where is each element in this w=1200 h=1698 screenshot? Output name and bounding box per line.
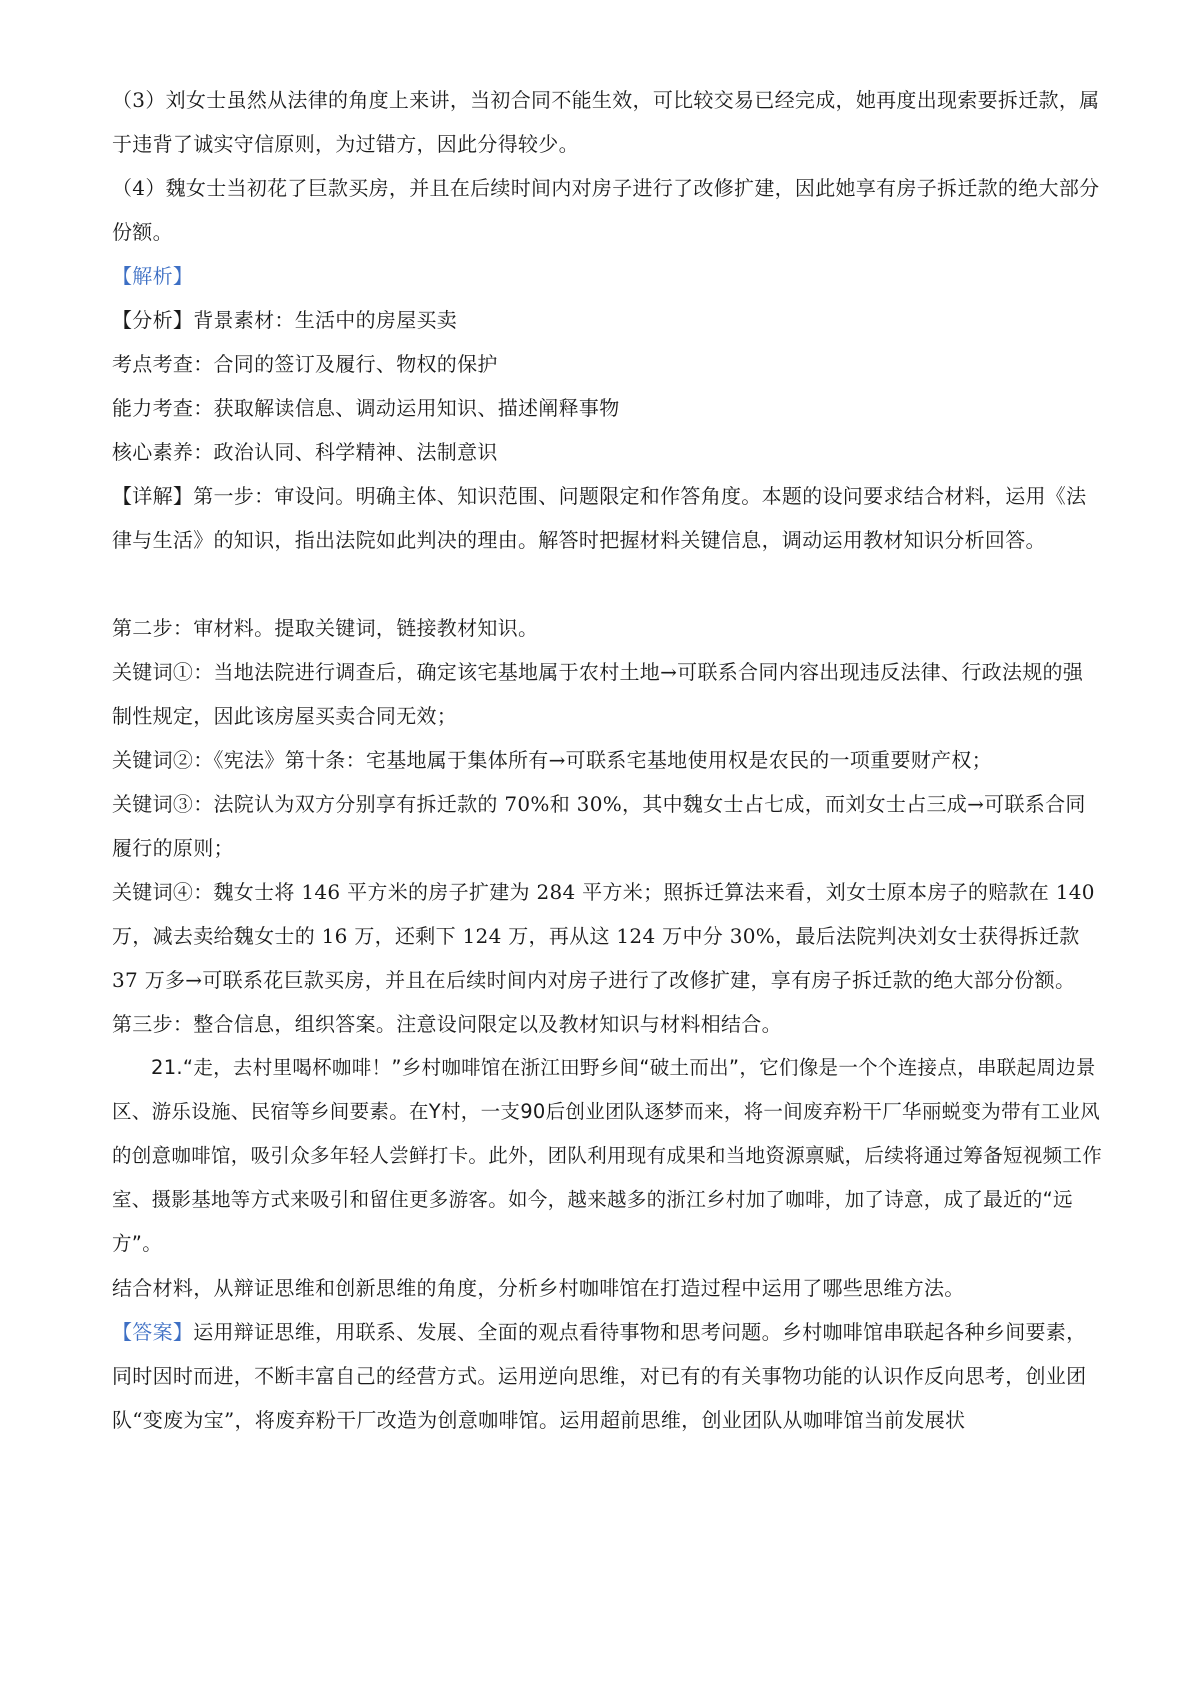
answer-paragraph xyxy=(112,1310,1102,1442)
answer-text: 运用辩证思维，用联系、发展、全面的观点看待事物和思考问题。乡村咖啡馆串联起各种乡间要素，同时因时而进，不断丰富自己的经营方式。运用逆向思维，对已有的有关事物功能的认识作反向思考，创业团队“变废为宝”，将废弃粉干厂改造为创意咖啡馆。运用超前思维，创业团队从咖啡馆当前发展状 xyxy=(112,1320,1087,1432)
detailed-step-3: 第三步：整合信息，组织答案。注意设问限定以及教材知识与材料相结合。 xyxy=(112,1012,782,1036)
keyword-4: 关键词④：魏女士将 146 平方米的房子扩建为 284 平方米；照拆迁算法来看，刘女士原本房子的赔款在 140 万，减去卖给魏女士的 16 万，还剩下 124 万，再从这 124 万中分 30%，最后法院判决刘女士获得拆迁款 37 万多→可联系花巨款买房，并且在后续时间内对房子进行了改修扩建，享有房子拆迁款的绝大部分份额。 xyxy=(112,880,1095,992)
answer-point-4: （4）魏女士当初花了巨款买房，并且在后续时间内对房子进行了改修扩建，因此她享有房子拆迁款的绝大部分份额。 xyxy=(112,176,1100,244)
keyword-2: 关键词②：《宪法》第十条：宅基地属于集体所有→可联系宅基地使用权是农民的一项重要财产权； xyxy=(112,748,992,772)
analysis-background: 【分析】背景素材：生活中的房屋买卖 xyxy=(112,308,458,332)
answer-point-3: （3）刘女士虽然从法律的角度上来讲，当初合同不能生效，可比较交易已经完成，她再度出现索要拆迁款，属于违背了诚实守信原则，为过错方，因此分得较少。 xyxy=(112,88,1100,156)
core-literacy: 核心素养：政治认同、科学精神、法制意识 xyxy=(112,440,498,464)
exam-points: 考点考查：合同的签订及履行、物权的保护 xyxy=(112,352,498,376)
analysis-label: 【解析】 xyxy=(112,264,194,288)
detailed-step-2: 第二步：审材料。提取关键词，链接教材知识。 xyxy=(112,616,539,640)
question-21-material: 21.“走，去村里喝杯咖啡！”乡村咖啡馆在浙江田野乡间“破土而出”，它们像是一个个连接点，串联起周边景区、游乐设施、民宿等乡间要素。在Y村，一支90后创业团队逐梦而来，将一间废弃粉干厂华丽蜕变为带有工业风的创意咖啡馆，吸引众多年轻人尝鲜打卡。此外，团队利用现有成果和当地资源禀赋，后续将通过筹备短视频工作室、摄影基地等方式来吸引和留住更多游客。如今，越来越多的浙江乡村加了咖啡，加了诗意，成了最近的“远方”。 xyxy=(112,1056,1103,1255)
keyword-1: 关键词①：当地法院进行调查后，确定该宅基地属于农村土地→可联系合同内容出现违反法律、行政法规的强制性规定，因此该房屋买卖合同无效； xyxy=(112,660,1084,728)
detailed-step-1: 【详解】第一步：审设问。明确主体、知识范围、问题限定和作答角度。本题的设问要求结合材料，运用《法律与生活》的知识，指出法院如此判决的理由。解答时把握材料关键信息，调动运用教材知识分析回答。 xyxy=(112,484,1087,552)
answer-label: 【答案】 xyxy=(112,1320,194,1344)
ability-check: 能力考查：获取解读信息、调动运用知识、描述阐释事物 xyxy=(112,396,620,420)
keyword-3: 关键词③：法院认为双方分别享有拆迁款的 70%和 30%，其中魏女士占七成，而刘女士占三成→可联系合同履行的原则； xyxy=(112,792,1086,860)
question-21-prompt: 结合材料，从辩证思维和创新思维的角度，分析乡村咖啡馆在打造过程中运用了哪些思维方法。 xyxy=(112,1276,965,1300)
